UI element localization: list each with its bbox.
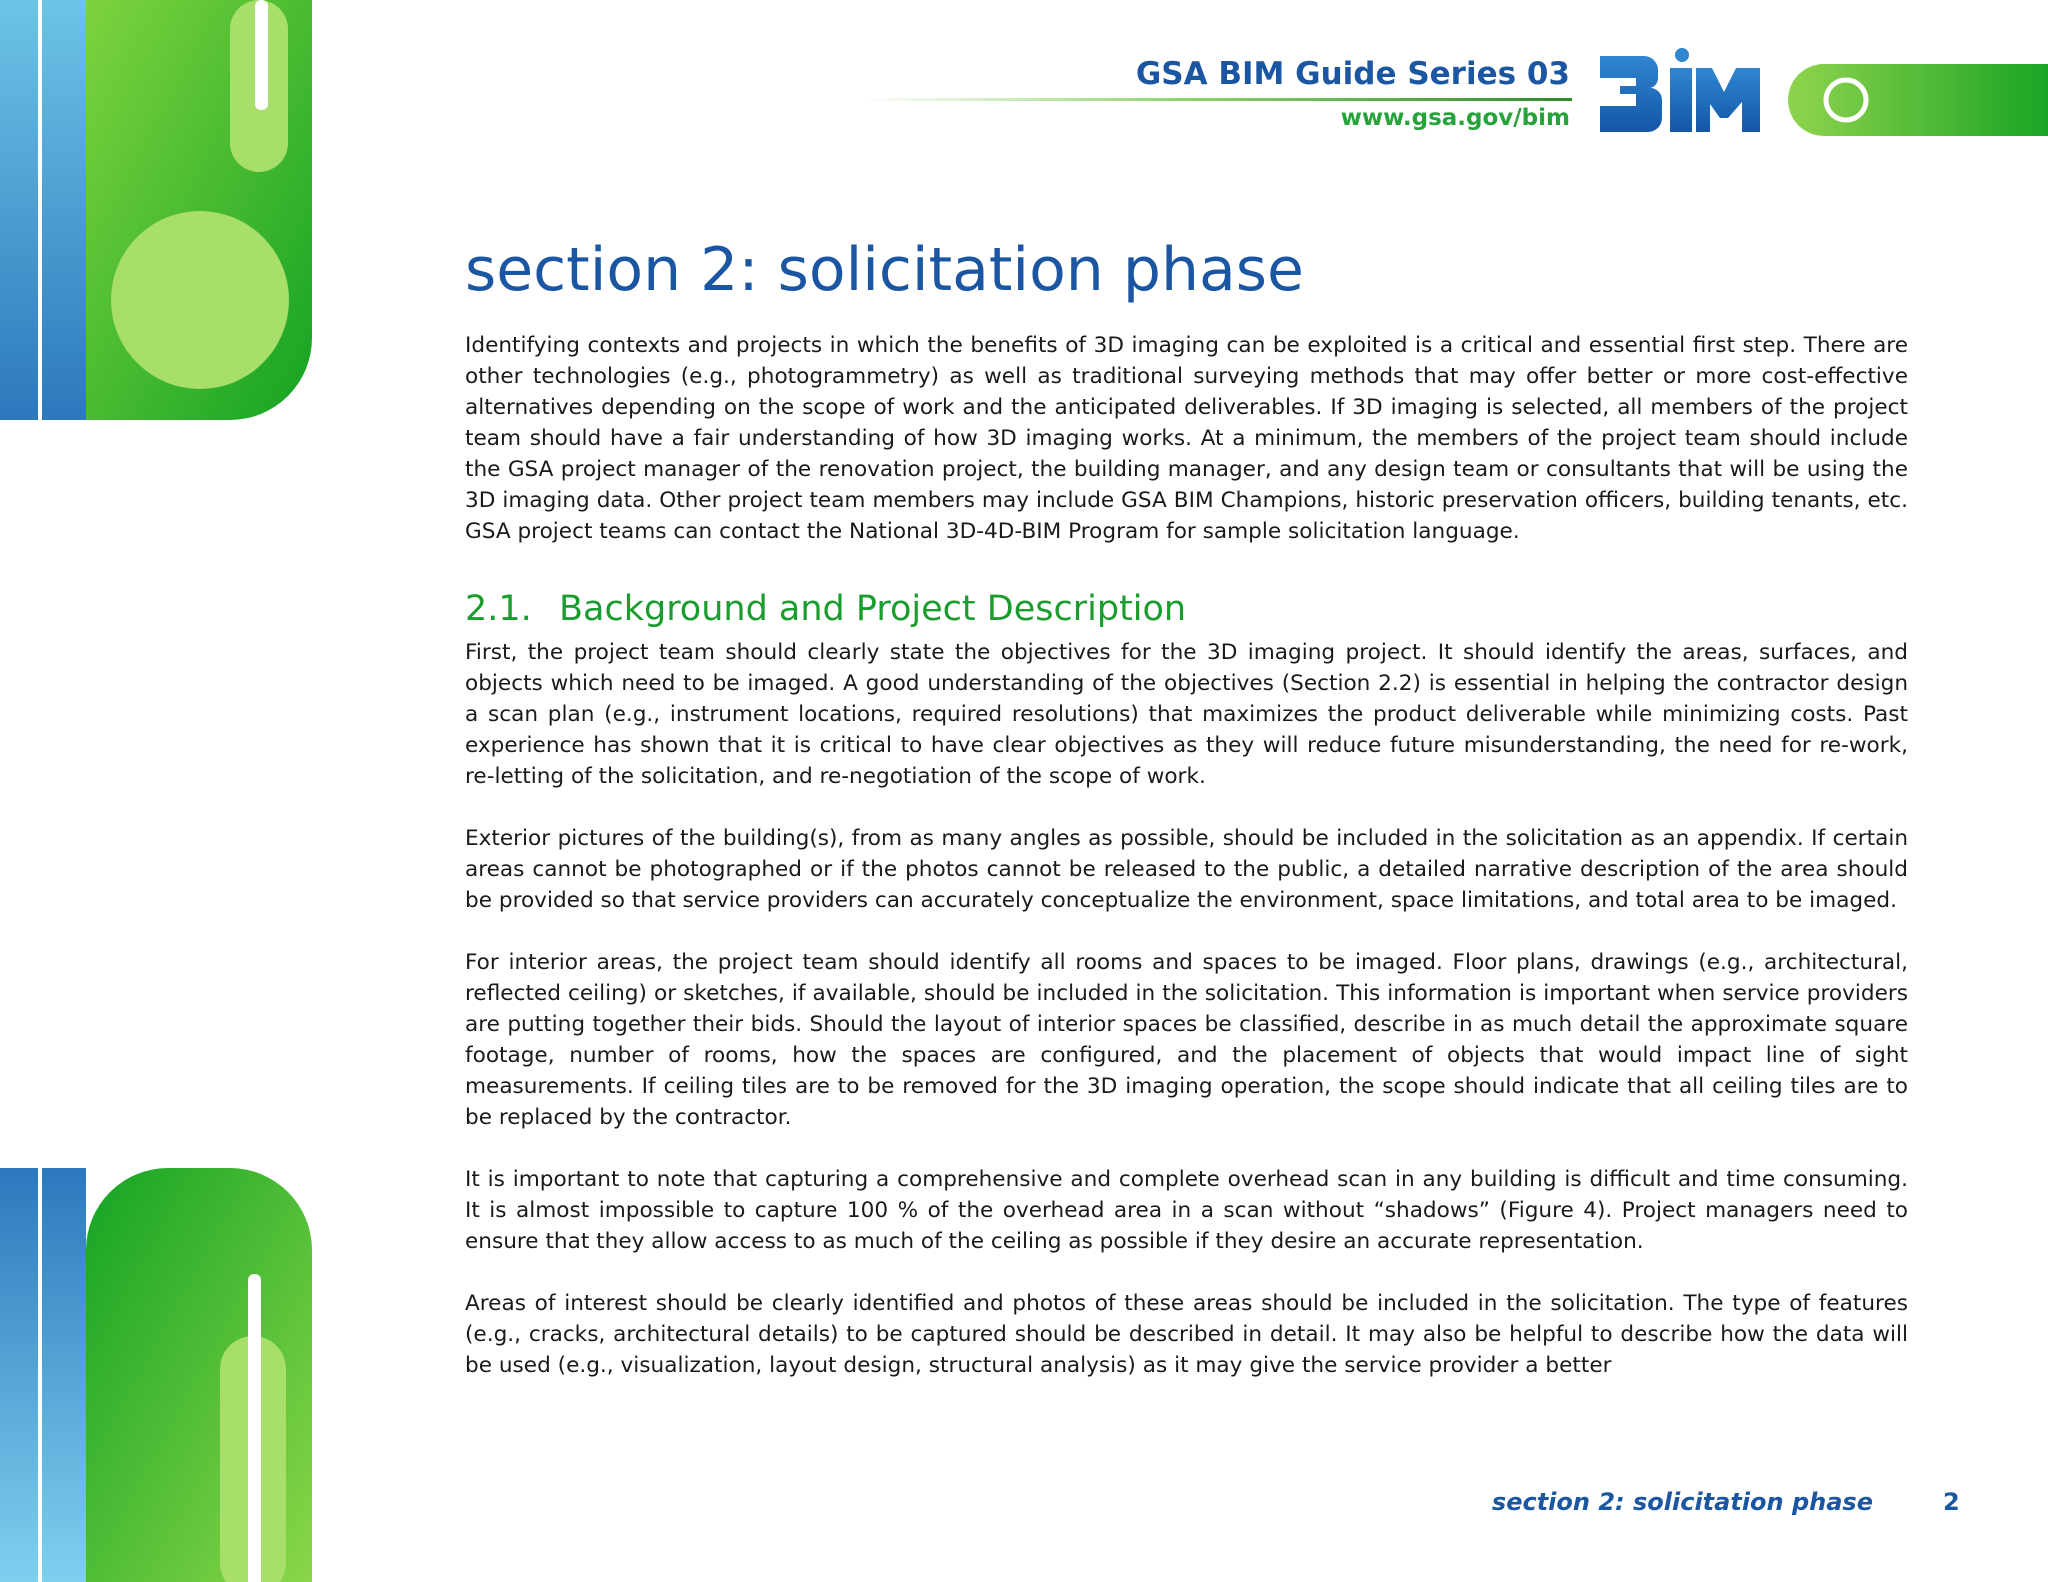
footer-section-label: section 2: solicitation phase (1491, 1488, 1873, 1516)
body-paragraph-5: Areas of interest should be clearly identified and photos of these areas should be included in the solicitation. The type of features (e.g., cracks, architectural details) to be captured should be described in detail. It may also be helpful to describe how the data will be used (e.g., visualization, layout design, structural analysis) as it may give the service provider a better (465, 1291, 1908, 1378)
header-green-tab (1788, 64, 2048, 136)
subsection-number: 2.1. (465, 589, 532, 629)
body-paragraph-1: First, the project team should clearly state the objectives for the 3D imaging project. It should identify the areas, surfaces, and objects which need to be imaged. A good understanding of the objectives (Section 2.2) is essential in helping the contractor design a scan plan (e.g., instrument locations, required resolutions) that maximizes the product deliverable while minimizing costs. Past experience has shown that it is critical to have clear objectives as they will reduce future misunderstanding, the need for re-work, re-letting of the solicitation, and re-negotiation of the scope of work. (465, 640, 1908, 789)
body-paragraph-4: It is important to note that capturing a comprehensive and complete overhead scan in any building is difficult and time consuming. It is almost impossible to capture 100 % of the overhead area in a scan without “shadows” (Figure 4). Project managers need to ensure that they allow access to as much of the ceiling as possible if they desire an accurate representation. (465, 1167, 1908, 1254)
subsection-heading (465, 585, 1908, 633)
intro-paragraph: Identifying contexts and projects in which the benefits of 3D imaging can be exploited is a critical and essential first step. There are other technologies (e.g., photogrammetry) as well as traditional surveying methods that may offer better or more cost-effective alternatives depending on the scope of work and the anticipated deliverables. If 3D imaging is selected, all members of the project team should have a fair understanding of how 3D imaging works. At a minimum, the members of the project team should include the GSA project manager of the renovation project, the building manager, and any design team or consultants that will be using the 3D imaging data. Other project team members may include GSA BIM Champions, historic preservation officers, building tenants, etc. GSA project teams can contact the National 3D-4D-BIM Program for sample solicitation language. (465, 333, 1908, 544)
decorative-graphic-bottom (0, 1168, 315, 1582)
page-number: 2 (1943, 1488, 1960, 1516)
subsection-title: Background and Project Description (559, 589, 1187, 629)
site-url[interactable]: www.gsa.gov/bim (1340, 105, 1570, 131)
main-content (465, 232, 1908, 1381)
section-title: section 2: solicitation phase (465, 235, 1304, 305)
bim-logo (1600, 48, 1762, 136)
body-paragraph-3: For interior areas, the project team should identify all rooms and spaces to be imaged. Floor plans, drawings (e.g., architectural, reflected ceiling) or sketches, if available, should be included in the solicitation. This information is important when service providers are putting together their bids. Should the layout of interior spaces be classified, describe in as much detail the approximate square footage, number of rooms, how the spaces are configured, and the placement of objects that would impact line of sight measurements. If ceiling tiles are to be removed for the 3D imaging operation, the scope should indicate that all ceiling tiles are to be replaced by the contractor. (465, 950, 1908, 1130)
header-divider (860, 98, 1572, 101)
decorative-graphic-top (0, 0, 315, 420)
series-title: GSA BIM Guide Series 03 (1135, 56, 1570, 92)
body-paragraph-2: Exterior pictures of the building(s), from as many angles as possible, should be included in the solicitation as an appendix. If certain areas cannot be photographed or if the photos cannot be released to the public, a detailed narrative description of the area should be provided so that service providers can accurately conceptualize the environment, space limitations, and total area to be imaged. (465, 826, 1908, 913)
